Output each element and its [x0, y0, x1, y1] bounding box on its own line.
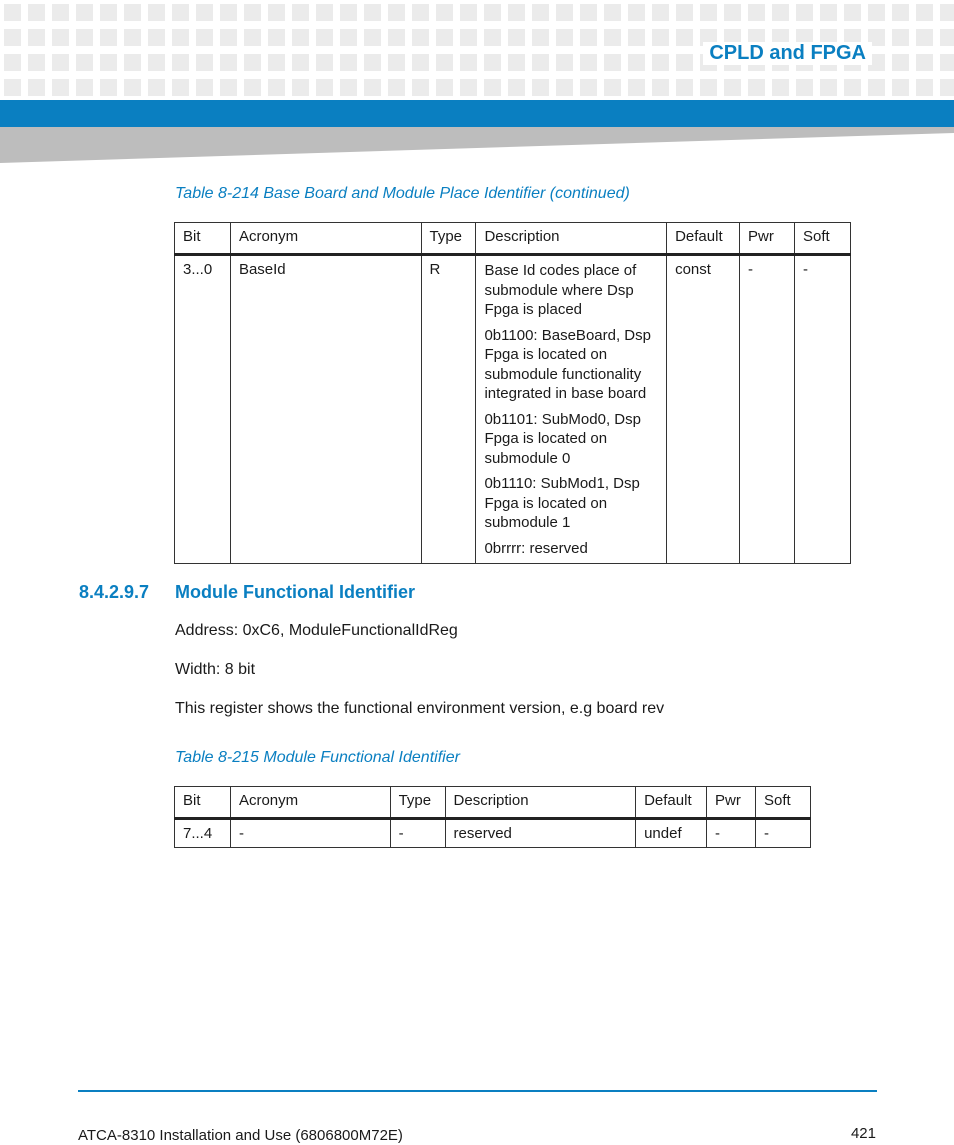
pattern-square — [268, 4, 285, 21]
pattern-square — [604, 4, 621, 21]
pattern-square — [4, 4, 21, 21]
pattern-square — [76, 54, 93, 71]
pattern-square — [892, 4, 909, 21]
pattern-square — [820, 79, 837, 96]
pattern-square — [556, 54, 573, 71]
pattern-square — [892, 54, 909, 71]
cell-soft: - — [756, 819, 811, 848]
pattern-square — [796, 79, 813, 96]
pattern-square — [388, 4, 405, 21]
pattern-square — [244, 29, 261, 46]
section-title: Module Functional Identifier — [175, 582, 415, 602]
pattern-square — [292, 29, 309, 46]
pattern-square — [28, 54, 45, 71]
pattern-square — [556, 79, 573, 96]
pattern-square — [940, 54, 954, 71]
pattern-square — [460, 29, 477, 46]
pattern-square — [196, 4, 213, 21]
column-header-pwr: Pwr — [707, 787, 756, 819]
table1-header-row — [175, 223, 851, 255]
footer-doc-title: ATCA-8310 Installation and Use (6806800M72E) — [78, 1127, 403, 1144]
pattern-square — [484, 29, 501, 46]
pattern-square — [628, 79, 645, 96]
pattern-square — [628, 29, 645, 46]
pattern-square — [940, 79, 954, 96]
pattern-square — [244, 54, 261, 71]
pattern-square — [724, 4, 741, 21]
column-header-acronym: Acronym — [230, 787, 390, 819]
pattern-square — [892, 29, 909, 46]
pattern-square — [364, 29, 381, 46]
pattern-square — [4, 29, 21, 46]
pattern-square — [532, 79, 549, 96]
column-header-type: Type — [390, 787, 445, 819]
pattern-square — [316, 4, 333, 21]
pattern-square — [388, 54, 405, 71]
pattern-square — [940, 29, 954, 46]
cell-description: reserved — [445, 819, 636, 848]
pattern-square — [532, 4, 549, 21]
pattern-square — [460, 4, 477, 21]
pattern-square — [556, 4, 573, 21]
column-header-description: Description — [445, 787, 636, 819]
cell-acronym: BaseId — [230, 255, 421, 564]
pattern-square — [436, 4, 453, 21]
pattern-square — [796, 4, 813, 21]
pattern-square — [172, 29, 189, 46]
chapter-title: CPLD and FPGA — [703, 42, 872, 65]
pattern-square — [124, 4, 141, 21]
pattern-square — [628, 54, 645, 71]
pattern-square — [76, 79, 93, 96]
pattern-square — [364, 54, 381, 71]
pattern-square — [676, 29, 693, 46]
pattern-square — [148, 54, 165, 71]
pattern-square — [100, 54, 117, 71]
pattern-square — [484, 4, 501, 21]
pattern-square — [700, 79, 717, 96]
pattern-square — [100, 29, 117, 46]
description-line: 0b1101: SubMod0, Dsp Fpga is located on submodule 0 — [484, 410, 641, 467]
column-header-bit: Bit — [175, 787, 231, 819]
table-row — [175, 255, 851, 564]
pattern-square — [196, 79, 213, 96]
column-header-acronym: Acronym — [230, 223, 421, 255]
pattern-square — [652, 29, 669, 46]
pattern-square — [220, 54, 237, 71]
pattern-square — [268, 29, 285, 46]
pattern-square — [316, 29, 333, 46]
pattern-square — [916, 54, 933, 71]
pattern-square — [220, 4, 237, 21]
pattern-square — [868, 79, 885, 96]
pattern-square — [172, 4, 189, 21]
pattern-square — [748, 4, 765, 21]
description-line: 0b1100: BaseBoard, Dsp Fpga is located on submodule functionality integrated in base board — [484, 326, 651, 402]
pattern-square — [460, 79, 477, 96]
pattern-square — [892, 79, 909, 96]
pattern-square — [772, 79, 789, 96]
pattern-square — [4, 79, 21, 96]
pattern-square — [748, 79, 765, 96]
pattern-square — [676, 54, 693, 71]
pattern-square — [52, 54, 69, 71]
table2-caption: Table 8-215 Module Functional Identifier — [175, 749, 460, 766]
cell-bit: 7...4 — [175, 819, 231, 848]
cell-pwr: - — [740, 255, 795, 564]
pattern-square — [508, 29, 525, 46]
description-line: Base Id codes place of submodule where Dsp Fpga is placed — [484, 262, 637, 318]
column-header-pwr: Pwr — [740, 223, 795, 255]
pattern-square — [100, 79, 117, 96]
pattern-square — [700, 4, 717, 21]
pattern-square — [316, 79, 333, 96]
description-line: 0brrrr: reserved — [484, 539, 588, 557]
pattern-square — [580, 79, 597, 96]
pattern-square — [196, 29, 213, 46]
pattern-square — [388, 79, 405, 96]
pattern-square — [292, 4, 309, 21]
pattern-square — [628, 4, 645, 21]
pattern-square — [172, 79, 189, 96]
pattern-square — [484, 79, 501, 96]
address-paragraph: Address: 0xC6, ModuleFunctionalIdReg — [175, 622, 458, 639]
pattern-square — [412, 54, 429, 71]
pattern-square — [508, 54, 525, 71]
pattern-square — [580, 29, 597, 46]
pattern-square — [388, 29, 405, 46]
pattern-square — [268, 54, 285, 71]
pattern-square — [292, 79, 309, 96]
pattern-square — [916, 79, 933, 96]
pattern-square — [52, 4, 69, 21]
table-row — [175, 819, 811, 848]
pattern-square — [508, 4, 525, 21]
column-header-soft: Soft — [794, 223, 850, 255]
header-gray-wedge — [0, 127, 954, 165]
pattern-square — [844, 79, 861, 96]
cell-default: const — [667, 255, 740, 564]
pattern-square — [676, 79, 693, 96]
pattern-square — [124, 29, 141, 46]
header-blue-band — [0, 100, 954, 127]
pattern-square — [484, 54, 501, 71]
pattern-square — [124, 79, 141, 96]
cell-description — [476, 255, 667, 564]
pattern-square — [412, 79, 429, 96]
pattern-square — [604, 29, 621, 46]
pattern-square — [52, 29, 69, 46]
pattern-square — [148, 79, 165, 96]
pattern-square — [76, 4, 93, 21]
pattern-square — [292, 54, 309, 71]
pattern-square — [244, 4, 261, 21]
column-header-bit: Bit — [175, 223, 231, 255]
pattern-square — [940, 4, 954, 21]
pattern-square — [364, 4, 381, 21]
pattern-square — [460, 54, 477, 71]
description-paragraph: This register shows the functional environment version, e.g board rev — [175, 700, 665, 717]
table2-header-row — [175, 787, 811, 819]
pattern-square — [580, 54, 597, 71]
pattern-square — [364, 79, 381, 96]
pattern-square — [652, 4, 669, 21]
pattern-square — [652, 54, 669, 71]
pattern-square — [100, 4, 117, 21]
pattern-square — [340, 79, 357, 96]
pattern-square — [436, 79, 453, 96]
cell-soft: - — [794, 255, 850, 564]
pattern-square — [28, 4, 45, 21]
pattern-square — [172, 54, 189, 71]
pattern-square — [436, 29, 453, 46]
pattern-square — [604, 79, 621, 96]
pattern-square — [244, 79, 261, 96]
table1-caption: Table 8-214 Base Board and Module Place Identifier (continued) — [175, 185, 630, 202]
pattern-square — [508, 79, 525, 96]
pattern-square — [436, 54, 453, 71]
column-header-default: Default — [667, 223, 740, 255]
pattern-square — [268, 79, 285, 96]
cell-acronym: - — [230, 819, 390, 848]
pattern-square — [556, 29, 573, 46]
cell-pwr: - — [707, 819, 756, 848]
table1-base-board-module-place-identifier — [174, 222, 851, 564]
pattern-square — [412, 29, 429, 46]
pattern-square — [676, 4, 693, 21]
pattern-square — [580, 4, 597, 21]
cell-default: undef — [636, 819, 707, 848]
pattern-square — [772, 4, 789, 21]
page-number: 421 — [850, 1125, 876, 1142]
pattern-square — [604, 54, 621, 71]
pattern-square — [532, 29, 549, 46]
pattern-square — [532, 54, 549, 71]
pattern-square — [844, 4, 861, 21]
pattern-square — [220, 79, 237, 96]
cell-type: R — [421, 255, 476, 564]
pattern-square — [868, 4, 885, 21]
pattern-square — [340, 29, 357, 46]
pattern-square — [220, 29, 237, 46]
pattern-square — [916, 4, 933, 21]
section-heading — [79, 582, 415, 603]
table2-module-functional-identifier — [174, 786, 811, 848]
pattern-square — [28, 29, 45, 46]
column-header-default: Default — [636, 787, 707, 819]
pattern-square — [412, 4, 429, 21]
pattern-square — [76, 29, 93, 46]
pattern-square — [52, 79, 69, 96]
pattern-square — [148, 4, 165, 21]
pattern-square — [340, 54, 357, 71]
pattern-square — [724, 79, 741, 96]
column-header-type: Type — [421, 223, 476, 255]
pattern-square — [340, 4, 357, 21]
pattern-square — [124, 54, 141, 71]
cell-bit: 3...0 — [175, 255, 231, 564]
cell-type: - — [390, 819, 445, 848]
pattern-square — [652, 79, 669, 96]
description-line: 0b1110: SubMod1, Dsp Fpga is located on submodule 1 — [484, 475, 640, 531]
pattern-square — [820, 4, 837, 21]
pattern-square — [4, 54, 21, 71]
pattern-square — [28, 79, 45, 96]
column-header-description: Description — [476, 223, 667, 255]
width-paragraph: Width: 8 bit — [175, 661, 256, 678]
pattern-square — [316, 54, 333, 71]
pattern-square — [148, 29, 165, 46]
footer-divider — [78, 1090, 877, 1092]
pattern-square — [916, 29, 933, 46]
column-header-soft: Soft — [756, 787, 811, 819]
pattern-square — [196, 54, 213, 71]
section-number: 8.4.2.9.7 — [79, 582, 150, 602]
